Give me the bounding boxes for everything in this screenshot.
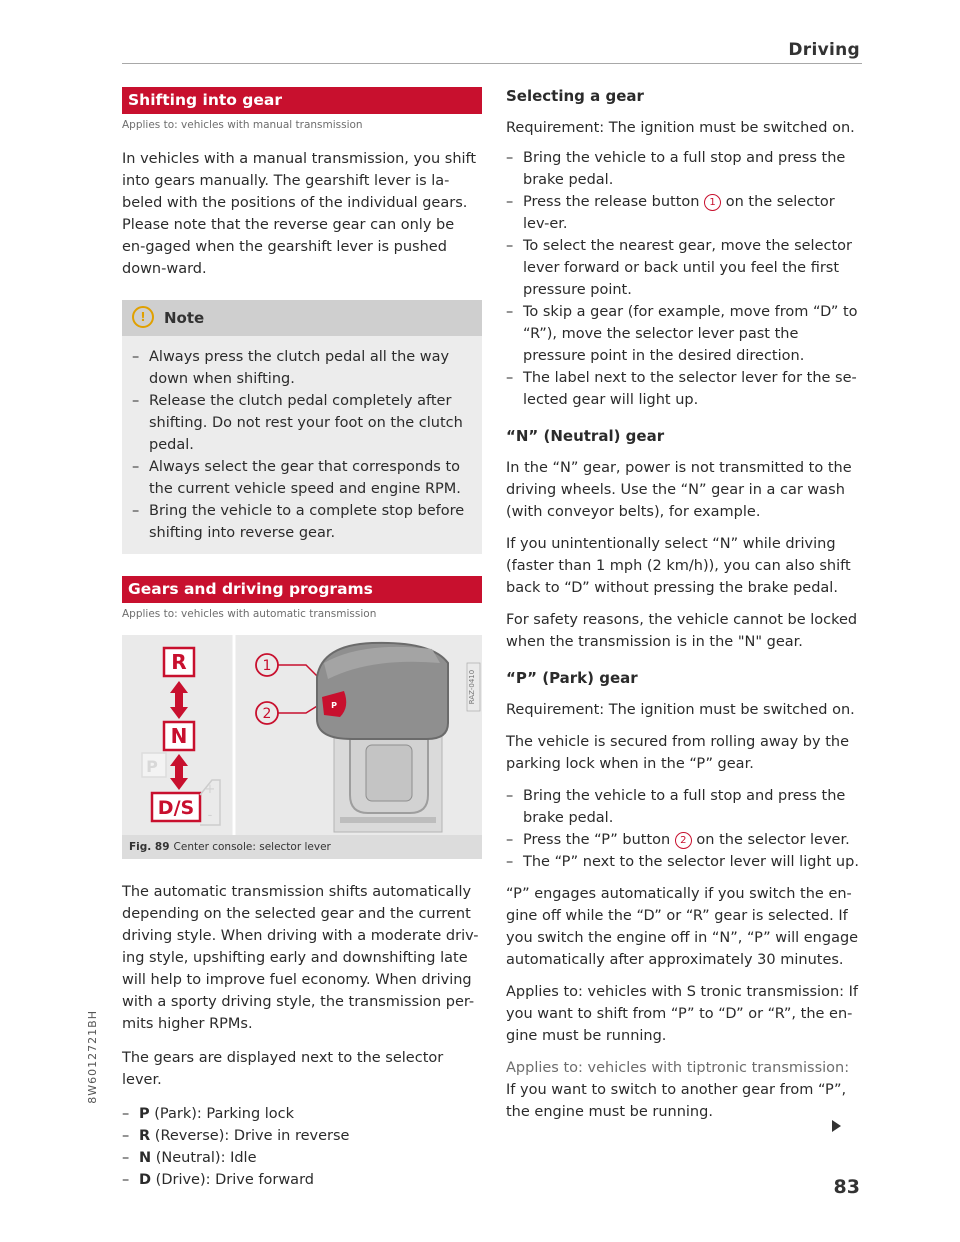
automatic-body: The automatic transmission shifts automatically depending on the selected gear and the current driving style. When driving with a moderate driv-ing style, upshifting early and downshifting late will help to improve fuel economy. When driving with a sporty driving style, the transmission per-mits higher RPMs. xyxy=(122,884,479,1032)
step-item: – To skip a gear (for example, move from “D” to “R”), move the selector lever past the pressure point in the desired direction. xyxy=(506,301,862,367)
note-item: – Always press the clutch pedal all the way down when shifting. xyxy=(132,346,472,390)
gear-letter: N xyxy=(139,1150,152,1166)
section-banner-gears: Gears and driving programs xyxy=(122,576,482,603)
step-item: – Press the “P” button 2 on the selector lever. xyxy=(506,829,862,851)
minus-label: - xyxy=(207,808,213,823)
figure-caption xyxy=(122,835,482,859)
note-list xyxy=(122,336,482,544)
gear-item xyxy=(122,1147,482,1169)
callout-1-label: 1 xyxy=(262,658,272,674)
neutral-p2: If you unintentionally select “N” while driving (faster than 1 mph (2 km/h)), you can also shift back to “D” without pressing the brake pedal. xyxy=(506,536,851,596)
continue-arrow-icon xyxy=(832,1120,841,1132)
figure-89 xyxy=(122,635,482,859)
figure-number: Fig. 89 xyxy=(129,841,170,853)
right-column xyxy=(506,85,862,1123)
neutral-p1: In the “N” gear, power is not transmitted to the driving wheels. Use the “N” gear in a car wash (with conveyor belts), for example. xyxy=(506,460,852,520)
selector-lever-illustration xyxy=(122,635,482,835)
park-p3: Applies to: vehicles with S tronic transmission: If you want to shift from “P” to “D” or “R”, the en-gine must be running. xyxy=(506,984,859,1044)
gear-p-label: P xyxy=(146,757,158,776)
figure-caption-text: Center console: selector lever xyxy=(173,841,331,853)
running-header: Driving xyxy=(788,40,860,60)
header-rule xyxy=(122,63,862,64)
note-header xyxy=(122,300,482,336)
gear-letter: R xyxy=(139,1128,151,1144)
neutral-p3: For safety reasons, the vehicle cannot be locked when the transmission is in the "N" gear. xyxy=(506,612,858,650)
note-item: – Always select the gear that corresponds to the current vehicle speed and engine RPM. xyxy=(132,456,472,500)
park-p2: “P” engages automatically if you switch the en-gine off while the “D” or “R” gear is selected. If you switch the engine off in “N”, “P” will engage automatically after approximately 30 minutes. xyxy=(506,886,859,968)
heading-neutral: “N” (Neutral) gear xyxy=(506,427,665,445)
document-code: 8W6012721BH xyxy=(86,1010,99,1104)
park-p4-lead: Applies to: vehicles with tiptronic transmission: xyxy=(506,1060,850,1076)
selector-lever-svg xyxy=(122,635,482,835)
page-number: 83 xyxy=(833,1176,860,1198)
callout-1-ref: 1 xyxy=(704,194,721,211)
park-p4 xyxy=(506,1057,862,1123)
step-item: – To select the nearest gear, move the selector lever forward or back until you feel the first pressure point. xyxy=(506,235,862,301)
gear-desc: (Park): Parking lock xyxy=(154,1106,295,1122)
gears-intro: The gears are displayed next to the selector lever. xyxy=(122,1050,444,1088)
note-item: – Bring the vehicle to a complete stop before shifting into reverse gear. xyxy=(132,500,472,544)
note-title: Note xyxy=(164,309,205,327)
caution-icon: ! xyxy=(132,306,154,328)
selecting-requirement: Requirement: The ignition must be switched on. xyxy=(506,120,855,136)
section-banner-shifting: Shifting into gear xyxy=(122,87,482,114)
applies-manual: Applies to: vehicles with manual transmission xyxy=(122,119,363,131)
step-item: – Press the release button 1 on the selector lev-er. xyxy=(506,191,862,235)
callout-2-ref: 2 xyxy=(675,832,692,849)
step-item: – Bring the vehicle to a full stop and press the brake pedal. xyxy=(506,147,862,191)
callout-2-label: 2 xyxy=(262,706,272,722)
gear-ds-label: D/S xyxy=(157,797,195,819)
plus-label: + xyxy=(204,782,216,797)
step-item: – The label next to the selector lever for the se-lected gear will light up. xyxy=(506,367,862,411)
note-box xyxy=(122,300,482,554)
heading-selecting-gear: Selecting a gear xyxy=(506,87,644,105)
note-item: – Release the clutch pedal completely after shifting. Do not rest your foot on the clutch pedal. xyxy=(132,390,472,456)
left-column xyxy=(122,87,482,1191)
gear-desc: (Neutral): Idle xyxy=(155,1150,257,1166)
park-steps xyxy=(506,785,862,873)
step-item: – Bring the vehicle to a full stop and press the brake pedal. xyxy=(506,785,862,829)
lever-gate-bar xyxy=(340,817,436,823)
gear-n-label: N xyxy=(170,724,188,748)
lever-slot xyxy=(366,745,412,801)
applies-automatic: Applies to: vehicles with automatic transmission xyxy=(122,608,377,620)
shifting-body: In vehicles with a manual transmission, you shift into gears manually. The gearshift lever is la-beled with the positions of the individual gears. Please note that the reverse gear can only be en-gaged when the gearshift lever is pushed down-ward. xyxy=(122,151,477,277)
p-button-label: P xyxy=(331,701,337,710)
gear-item xyxy=(122,1169,482,1191)
gear-letter: D xyxy=(139,1172,152,1188)
gear-r-label: R xyxy=(171,650,187,674)
gear-desc: (Drive): Drive forward xyxy=(155,1172,314,1188)
gear-desc: (Reverse): Drive in reverse xyxy=(154,1128,350,1144)
park-p1: The vehicle is secured from rolling away by the parking lock when in the “P” gear. xyxy=(506,734,850,772)
gear-letter: P xyxy=(139,1106,150,1122)
step-item: – The “P” next to the selector lever will light up. xyxy=(506,851,862,873)
gear-item xyxy=(122,1103,482,1125)
park-requirement: Requirement: The ignition must be switched on. xyxy=(506,702,855,718)
gear-item xyxy=(122,1125,482,1147)
gear-list xyxy=(122,1103,482,1191)
figure-code: RAZ-0410 xyxy=(468,669,476,705)
park-p4-rest: If you want to switch to another gear from “P”, the engine must be running. xyxy=(506,1082,847,1120)
heading-park: “P” (Park) gear xyxy=(506,669,638,687)
selecting-steps xyxy=(506,147,862,411)
